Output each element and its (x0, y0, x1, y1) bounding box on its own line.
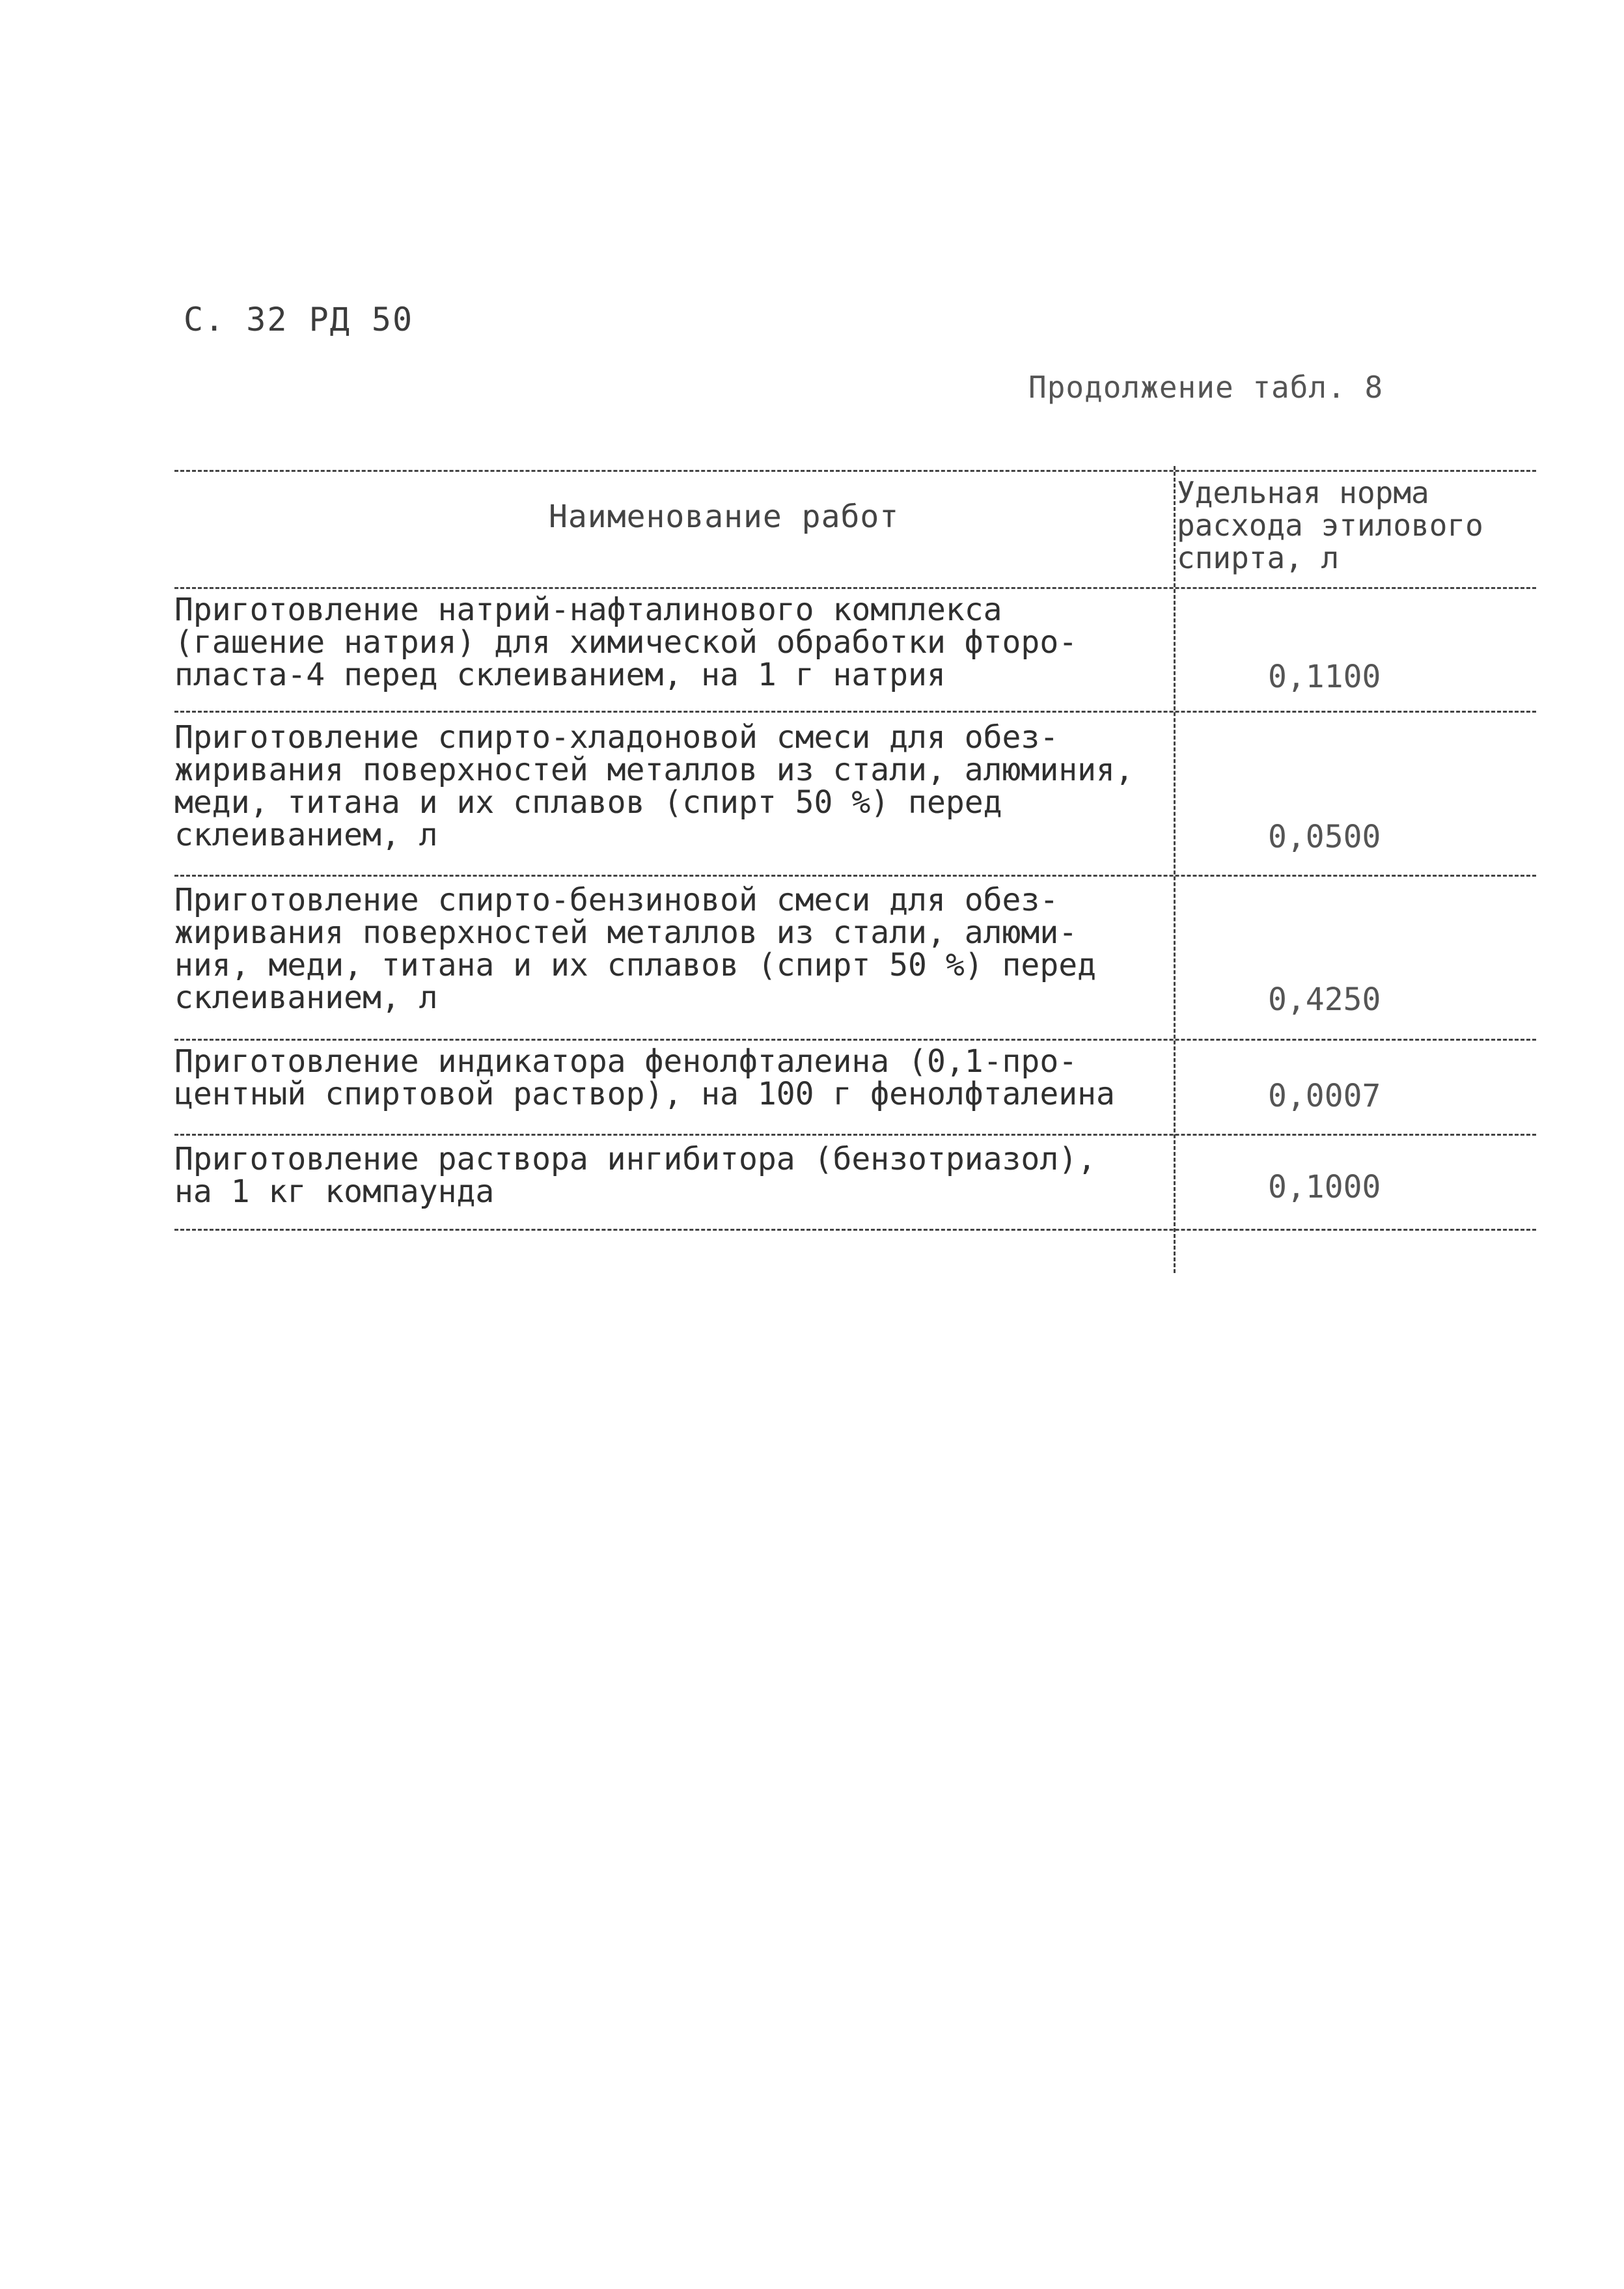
row-rule (174, 875, 1536, 877)
row-name: Приготовление индикатора фенолфталеина (0,1-про- центный спиртовой раствор), на 100 г фенолфталеина (174, 1043, 1115, 1112)
header-bottom-rule (174, 587, 1536, 589)
row-rule (174, 1039, 1536, 1041)
row-name: Приготовление раствора ингибитора (бензотриазол), на 1 кг компаунда (174, 1141, 1097, 1210)
row-value: 0,0007 (1268, 1078, 1381, 1114)
row-name: Приготовление спирто-хладоновой смеси для обез- жиривания поверхностей металлов из стали, алюминия, меди, титана и их сплавов (спирт 50 %) перед склеиванием, л (174, 719, 1134, 853)
table-top-rule (174, 470, 1536, 472)
column-header-norm: Удельная норма расхода этилового спирта, л (1177, 475, 1483, 575)
row-rule (174, 711, 1536, 713)
page-reference: С. 32 РД 50 (184, 301, 414, 338)
row-value: 0,1100 (1268, 659, 1381, 695)
row-rule (174, 1134, 1536, 1136)
row-value: 0,1000 (1268, 1169, 1381, 1205)
table-caption: Продолжение табл. 8 (1028, 370, 1384, 405)
row-name: Приготовление спирто-бензиновой смеси для обез- жиривания поверхностей металлов из стали, алюми- ния, меди, титана и их сплавов (спирт 50 %) перед склеиванием, л (174, 882, 1097, 1016)
row-value: 0,0500 (1268, 819, 1381, 855)
row-value: 0,4250 (1268, 981, 1381, 1018)
row-name: Приготовление натрий-нафталинового комплекса (гашение натрия) для химической обработки фторо- пласта-4 перед склеиванием, на 1 г натрия (174, 592, 1078, 693)
column-header-name: Наименование работ (549, 499, 900, 535)
table-bottom-rule (174, 1229, 1536, 1231)
